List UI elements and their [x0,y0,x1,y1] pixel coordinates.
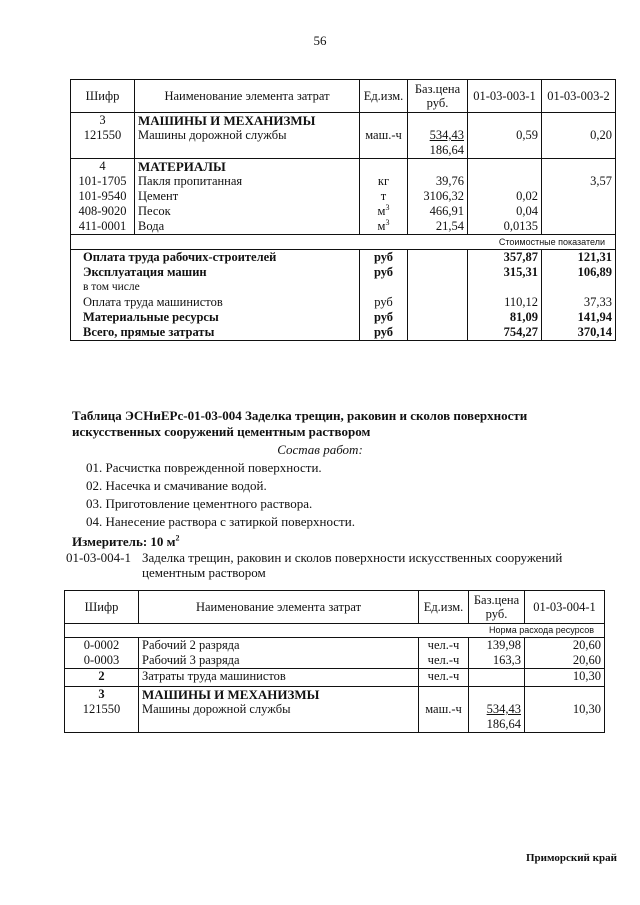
row-code: 411-0001 [71,219,135,235]
row-unit: маш.-ч [360,128,408,159]
col-header-norm-1: 01-03-004-1 [525,591,605,624]
row-value-2 [542,219,616,235]
unit-exponent: 3 [385,219,390,227]
work-item: 04. Нанесение раствора с затиркой поверхности. [86,514,355,529]
row-name: Вода [135,219,360,235]
col-header-name: Наименование элемента затрат [139,591,419,624]
table-title: Таблица ЭСНиЕРс-01-03-004 Заделка трещин, раковин и сколов поверхности искусственных сооружений цементным раствором [72,408,528,439]
row-name: Рабочий 3 разряда [139,653,419,669]
row-price: 466,91 [408,204,468,219]
col-header-unit: Ед.изм. [419,591,469,624]
row-unit: м [377,204,386,218]
measure-label: Измеритель: 10 м [72,534,176,549]
cost-name: Эксплуатация машин [71,265,360,280]
row-price: 534,43 [486,702,521,716]
section-title: МАТЕРИАЛЫ [135,159,360,175]
col-header-name: Наименование элемента затрат [135,80,360,113]
row-code: 101-1705 [71,174,135,189]
cost-name: Всего, прямые затраты [71,325,360,341]
row-unit: чел.-ч [419,653,469,669]
cost-name: Оплата труда машинистов [71,295,360,310]
cost-caption: Стоимостные показатели [71,235,616,250]
col-header-price: Баз.цена руб. [408,80,468,113]
cost-unit: руб [360,325,408,341]
row-value-1: 20,60 [525,653,605,669]
row-price-2: 186,64 [429,143,464,157]
cost-unit: руб [360,265,408,280]
row-code: 0-0003 [65,653,139,669]
section-number: 4 [71,159,135,175]
row-unit: кг [360,174,408,189]
row-price: 39,76 [408,174,468,189]
col-header-norm-1: 01-03-003-1 [468,80,542,113]
row-price: 139,98 [469,638,525,654]
cost-name: Оплата труда рабочих-строителей [71,250,360,266]
row-price: 534,43 [429,128,464,142]
row-code: 101-9540 [71,189,135,204]
works-heading: Состав работ: [277,442,363,457]
section-number: 2 [65,669,139,687]
cost-value-2: 121,31 [542,250,616,266]
row-unit: чел.-ч [419,638,469,654]
row-value-1 [468,174,542,189]
row-code: 121550 [71,128,135,159]
cost-value-1: 754,27 [468,325,542,341]
cost-value-2: 106,89 [542,265,616,280]
cost-unit: руб [360,310,408,325]
measure-unit [72,534,180,550]
cost-value-1: 81,09 [468,310,542,325]
row-value-2: 3,57 [542,174,616,189]
cost-value-2: 37,33 [542,295,616,310]
row-code: 0-0002 [65,638,139,654]
row-value-1: 0,02 [468,189,542,204]
resource-table-2 [64,590,605,733]
row-name: Песок [135,204,360,219]
col-header-code: Шифр [71,80,135,113]
row-name: Машины дорожной службы [139,702,419,733]
work-item: 01. Расчистка поврежденной поверхности. [86,460,322,475]
row-code: 408-9020 [71,204,135,219]
section-number: 3 [65,687,139,703]
col-header-norm-2: 01-03-003-2 [542,80,616,113]
row-value-2: 0,20 [542,128,616,159]
row-name: Пакля пропитанная [135,174,360,189]
row-unit: т [360,189,408,204]
cost-value-1: 357,87 [468,250,542,266]
col-header-code: Шифр [65,591,139,624]
cost-value-2: 141,94 [542,310,616,325]
section-title: МАШИНЫ И МЕХАНИЗМЫ [139,687,419,703]
cost-unit: руб [360,250,408,266]
resource-table-1 [70,79,616,341]
cost-name: в том числе [71,280,360,295]
footer-region: Приморский край [526,852,617,864]
work-item: 03. Приготовление цементного раствора. [86,496,313,511]
row-price: 3106,32 [408,189,468,204]
row-value-1: 0,04 [468,204,542,219]
row-value-1: 0,0135 [468,219,542,235]
row-value-2 [542,204,616,219]
page-number: 56 [313,33,327,48]
row-price: 21,54 [408,219,468,235]
row-name: Цемент [135,189,360,204]
cost-value-1: 315,31 [468,265,542,280]
norm-name: Заделка трещин, раковин и сколов поверхности искусственных сооружений цементным раствором [142,550,563,580]
norm-code: 01-03-004-1 [66,550,131,565]
cost-name: Материальные ресурсы [71,310,360,325]
row-value-1: 0,59 [468,128,542,159]
norm-caption: Норма расхода ресурсов [65,624,605,638]
row-value-1: 10,30 [525,702,605,733]
row-name: Машины дорожной службы [135,128,360,159]
section-number: 3 [71,113,135,129]
col-header-price: Баз.цена руб. [469,591,525,624]
row-value-1: 20,60 [525,638,605,654]
row-unit: чел.-ч [419,669,469,687]
unit-exponent: 3 [385,204,390,212]
row-unit: маш.-ч [419,702,469,733]
section-title: МАШИНЫ И МЕХАНИЗМЫ [135,113,360,129]
work-item: 02. Насечка и смачивание водой. [86,478,267,493]
row-price-2: 186,64 [486,717,521,731]
measure-exponent: 2 [175,533,180,543]
row-name: Затраты труда машинистов [139,669,419,687]
cost-value-1: 110,12 [468,295,542,310]
row-value-2 [542,189,616,204]
row-name: Рабочий 2 разряда [139,638,419,654]
cost-value-2: 370,14 [542,325,616,341]
row-code: 121550 [65,702,139,733]
row-price: 163,3 [469,653,525,669]
row-value-1: 10,30 [525,669,605,687]
row-unit: м [377,219,386,233]
col-header-unit: Ед.изм. [360,80,408,113]
cost-unit: руб [360,295,408,310]
